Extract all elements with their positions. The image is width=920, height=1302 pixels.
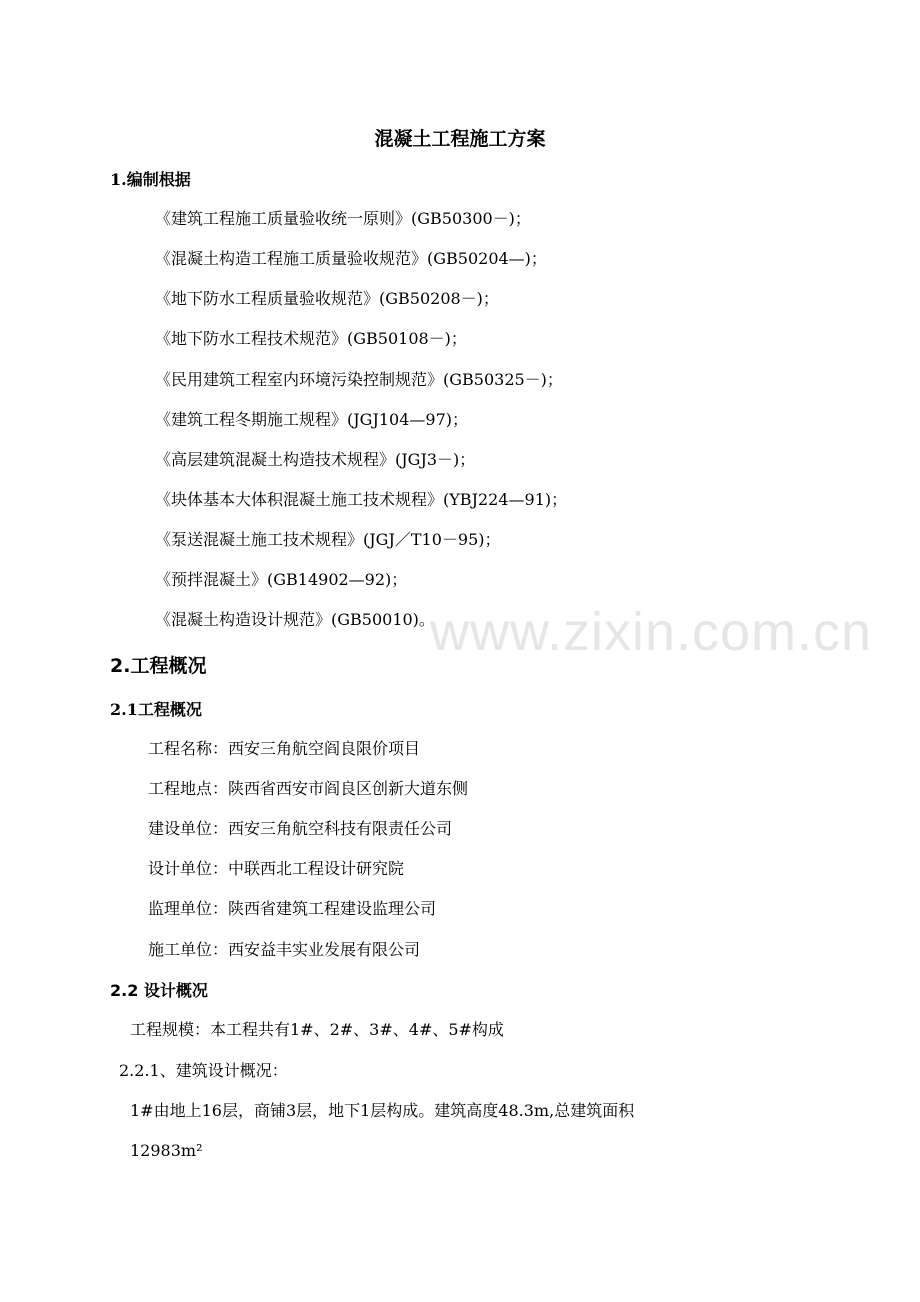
subsection-heading-design: 2.2 设计概况 (110, 981, 208, 1000)
project-info-item: 工程地点：陕西省西安市阎良区创新大道东侧 (148, 779, 469, 798)
reference-item: 《块体基本大体积混凝土施工技术规程》(YBJ224—91)； (155, 490, 568, 509)
project-info-item: 设计单位：中联西北工程设计研究院 (148, 859, 405, 878)
watermark: www.zixin.com.cn (430, 602, 873, 662)
subsection-heading-overview: 2.1工程概况 (110, 700, 202, 719)
project-info-item: 监理单位：陕西省建筑工程建设监理公司 (148, 899, 437, 918)
reference-item: 《民用建筑工程室内环境污染控制规范》(GB50325－)； (155, 370, 563, 389)
project-scale: 工程规模：本工程共有1#、2#、3#、4#、5#构成 (130, 1020, 504, 1039)
section-heading-overview: 2.工程概况 (110, 655, 207, 677)
reference-item: 《建筑工程施工质量验收统一原则》(GB50300－)； (155, 209, 531, 228)
project-info-item: 施工单位：西安益丰实业发展有限公司 (148, 940, 421, 959)
reference-item: 《预拌混凝土》(GB14902—92)； (155, 570, 408, 589)
subsubsection-heading-architecture: 2.2.1、建筑设计概况： (119, 1061, 288, 1080)
architecture-paragraph-line: 12983m² (130, 1141, 203, 1160)
reference-item: 《地下防水工程质量验收规范》(GB50208－)； (155, 289, 499, 308)
project-info-item: 工程名称：西安三角航空阎良限价项目 (148, 739, 421, 758)
reference-item: 《泵送混凝土施工技术规程》(JGJ／T10－95)； (155, 530, 501, 549)
reference-item: 《高层建筑混凝土构造技术规程》(JGJ3－)； (155, 450, 476, 469)
project-info-item: 建设单位：西安三角航空科技有限责任公司 (148, 819, 453, 838)
document-title: 混凝土工程施工方案 (374, 128, 546, 150)
architecture-paragraph-line: 1#由地上16层，商铺3层，地下1层构成。建筑高度48.3m,总建筑面积 (130, 1101, 635, 1120)
section-heading-basis: 1.编制根据 (110, 170, 191, 189)
reference-item: 《混凝土构造设计规范》(GB50010)。 (155, 610, 435, 629)
reference-item: 《混凝土构造工程施工质量验收规范》(GB50204—)； (155, 249, 547, 268)
reference-item: 《建筑工程冬期施工规程》(JGJ104—97)； (155, 410, 468, 429)
reference-item: 《地下防水工程技术规范》(GB50108－)； (155, 329, 467, 348)
